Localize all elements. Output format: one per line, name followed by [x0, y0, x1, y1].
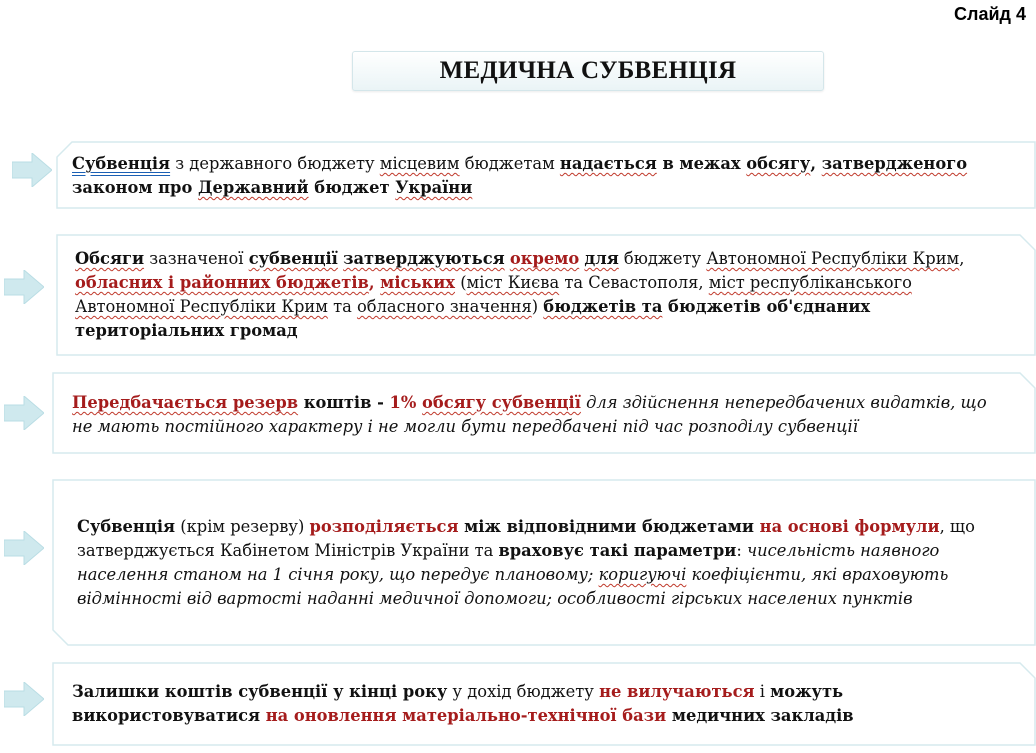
- text-span: обсягу субвенції: [422, 393, 581, 412]
- text-span: і: [754, 682, 771, 701]
- block-1-text: [72, 152, 1022, 200]
- block-4-line-4: [77, 587, 1027, 611]
- text-span: законом про: [72, 178, 198, 197]
- block-3-text: [72, 391, 1030, 439]
- text-span: не мають постійного характеру і не могли бути передбачені під час розподілу субвенції: [72, 417, 858, 436]
- text-span: міст республіканського: [708, 273, 912, 292]
- text-span: затверджуються: [343, 249, 505, 268]
- text-span: бюджетам: [459, 154, 560, 173]
- text-span: використовуватися: [72, 706, 266, 725]
- text-span: обласних і районних бюджетів: [75, 273, 369, 292]
- text-span: ): [531, 297, 544, 316]
- text-span: Автономної Республіки Крим: [706, 249, 960, 268]
- text-span: розподіляється: [309, 517, 459, 536]
- text-span: коефіцієнти, які враховують: [686, 565, 949, 584]
- block-5-line-2: [72, 704, 1022, 728]
- arrow-right-icon: [4, 531, 44, 565]
- text-span: на основі формули: [759, 517, 940, 536]
- text-span: міст Києва: [466, 273, 560, 292]
- text-span: з державного бюджету: [170, 154, 380, 173]
- text-span: та Севастополя,: [559, 273, 709, 292]
- text-span: та: [327, 297, 357, 316]
- text-span: Передбачається резерв: [72, 393, 299, 412]
- text-span: окремо: [509, 249, 580, 268]
- text-span: відмінності від вартості наданні медичної допомоги; особливості гірських населених пунктів: [77, 589, 913, 608]
- block-5-text: [72, 680, 1022, 728]
- block-4-line-1: [77, 515, 1027, 539]
- block-2-text: [75, 247, 1033, 343]
- text-span: в межах: [656, 154, 747, 173]
- title-banner: [352, 51, 824, 91]
- text-span: , що: [939, 517, 975, 536]
- text-span: на оновлення матеріально-технічної бази: [265, 706, 667, 725]
- text-span: (крім резерву): [175, 517, 310, 536]
- text-span: чисельність наявного: [746, 541, 940, 560]
- block-3-line-1: [72, 391, 1030, 415]
- text-span: бюджетів та: [543, 297, 663, 316]
- text-span: Субвенція: [77, 517, 176, 536]
- text-span: обласного значення: [356, 297, 532, 316]
- text-span: Субвенція: [72, 154, 171, 173]
- block-4-line-2: [77, 539, 1027, 563]
- text-span: Державний: [197, 178, 309, 197]
- text-span: України: [395, 178, 473, 197]
- block-3-line-2: [72, 415, 1030, 439]
- text-span: між відповідними бюджетами: [458, 517, 760, 536]
- text-span: бюджет: [308, 178, 396, 197]
- text-span: для: [584, 249, 619, 268]
- page-title: МЕДИЧНА СУБВЕНЦІЯ: [439, 57, 737, 84]
- text-span: субвенції: [248, 249, 338, 268]
- text-span: коштів -: [298, 393, 390, 412]
- block-2-line-4: [75, 319, 1033, 343]
- block-4-line-3: [77, 563, 1027, 587]
- text-span: Автономної Республіки Крим: [75, 297, 328, 316]
- text-span: ,: [368, 273, 381, 292]
- arrow-right-icon: [4, 682, 44, 716]
- text-span: ,: [959, 249, 965, 268]
- text-span: можуть: [770, 682, 844, 701]
- text-span: бюджетів об'єднаних: [662, 297, 871, 316]
- block-2-line-2: [75, 271, 1033, 295]
- block-1-line-1: [72, 152, 1022, 176]
- text-span: обсягу: [746, 154, 811, 173]
- text-span: надається: [559, 154, 657, 173]
- text-span: не вилучаються: [599, 682, 755, 701]
- text-span: (: [455, 273, 467, 292]
- text-span: територіальних громад: [75, 321, 298, 340]
- text-span: коригуючі: [598, 565, 687, 584]
- text-span: місцевим: [379, 154, 460, 173]
- block-1-line-2: [72, 176, 1022, 200]
- block-5-line-1: [72, 680, 1022, 704]
- text-span: міських: [380, 273, 456, 292]
- text-span: зазначеної: [144, 249, 249, 268]
- block-2-line-3: [75, 295, 1033, 319]
- arrow-right-icon: [4, 396, 44, 430]
- text-span: ,: [810, 154, 822, 173]
- text-span: враховує такі параметри: [498, 541, 737, 560]
- text-span: затвердженого: [821, 154, 968, 173]
- text-span: Залишки коштів субвенції у кінці року: [72, 682, 448, 701]
- text-span: 1%: [389, 393, 422, 412]
- slide-number: Слайд 4: [954, 4, 1026, 24]
- block-4-text: [77, 515, 1027, 611]
- text-span: у дохід бюджету: [447, 682, 600, 701]
- arrow-right-icon: [4, 270, 44, 304]
- text-span: затверджується Кабінетом Міністрів України та: [77, 541, 499, 560]
- text-span: населення станом на 1 січня року, що передує плановому;: [77, 565, 599, 584]
- text-span: медичних закладів: [666, 706, 854, 725]
- text-span: Обсяги: [75, 249, 145, 268]
- text-span: для здійснення непередбачених видатків, що: [580, 393, 987, 412]
- text-span: :: [736, 541, 747, 560]
- block-2-line-1: [75, 247, 1033, 271]
- text-span: бюджету: [618, 249, 707, 268]
- arrow-right-icon: [12, 153, 52, 187]
